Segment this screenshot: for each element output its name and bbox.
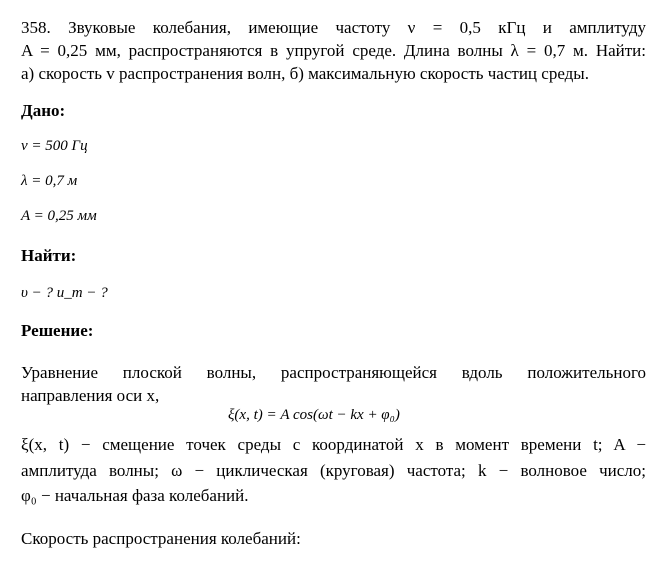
find-quantities: υ − ? u_m − ?: [21, 285, 108, 301]
given-wavelength: λ = 0,7 м: [21, 173, 78, 189]
problem-line-2: A = 0,25 мм, распространяются в упругой среде. Длина волны λ = 0,7 м. Найти:: [21, 41, 646, 60]
find-heading: Найти:: [21, 246, 77, 265]
solution-paragraph-2-line-2: амплитуда волны; ω − циклическая (круговая) частота; k − волновое число;: [21, 461, 646, 480]
solution-paragraph-2-line-3: φ₀ − начальная фаза колебаний.: [21, 486, 249, 505]
given-amplitude: A = 0,25 мм: [21, 208, 97, 224]
solution-paragraph-3: Скорость распространения колебаний:: [21, 529, 301, 548]
solution-paragraph-1-line-2: направления оси x,: [21, 386, 160, 405]
given-heading: Дано:: [21, 101, 66, 120]
problem-line-1: 358. Звуковые колебания, имеющие частоту ν = 0,5 кГц и амплитуду: [21, 18, 646, 37]
wave-equation: ξ(x, t) = A cos(ωt − kx + φ₀): [228, 407, 400, 423]
solution-heading: Решение:: [21, 321, 94, 340]
problem-line-3: а) скорость v распространения волн, б) максимальную скорость частиц среды.: [21, 64, 589, 83]
given-frequency: ν = 500 Гц: [21, 138, 88, 154]
solution-paragraph-1-line-1: Уравнение плоской волны, распространяющейся вдоль положительного: [21, 363, 646, 382]
solution-paragraph-2-line-1: ξ(x, t) − смещение точек среды с координатой x в момент времени t; A −: [21, 435, 646, 454]
